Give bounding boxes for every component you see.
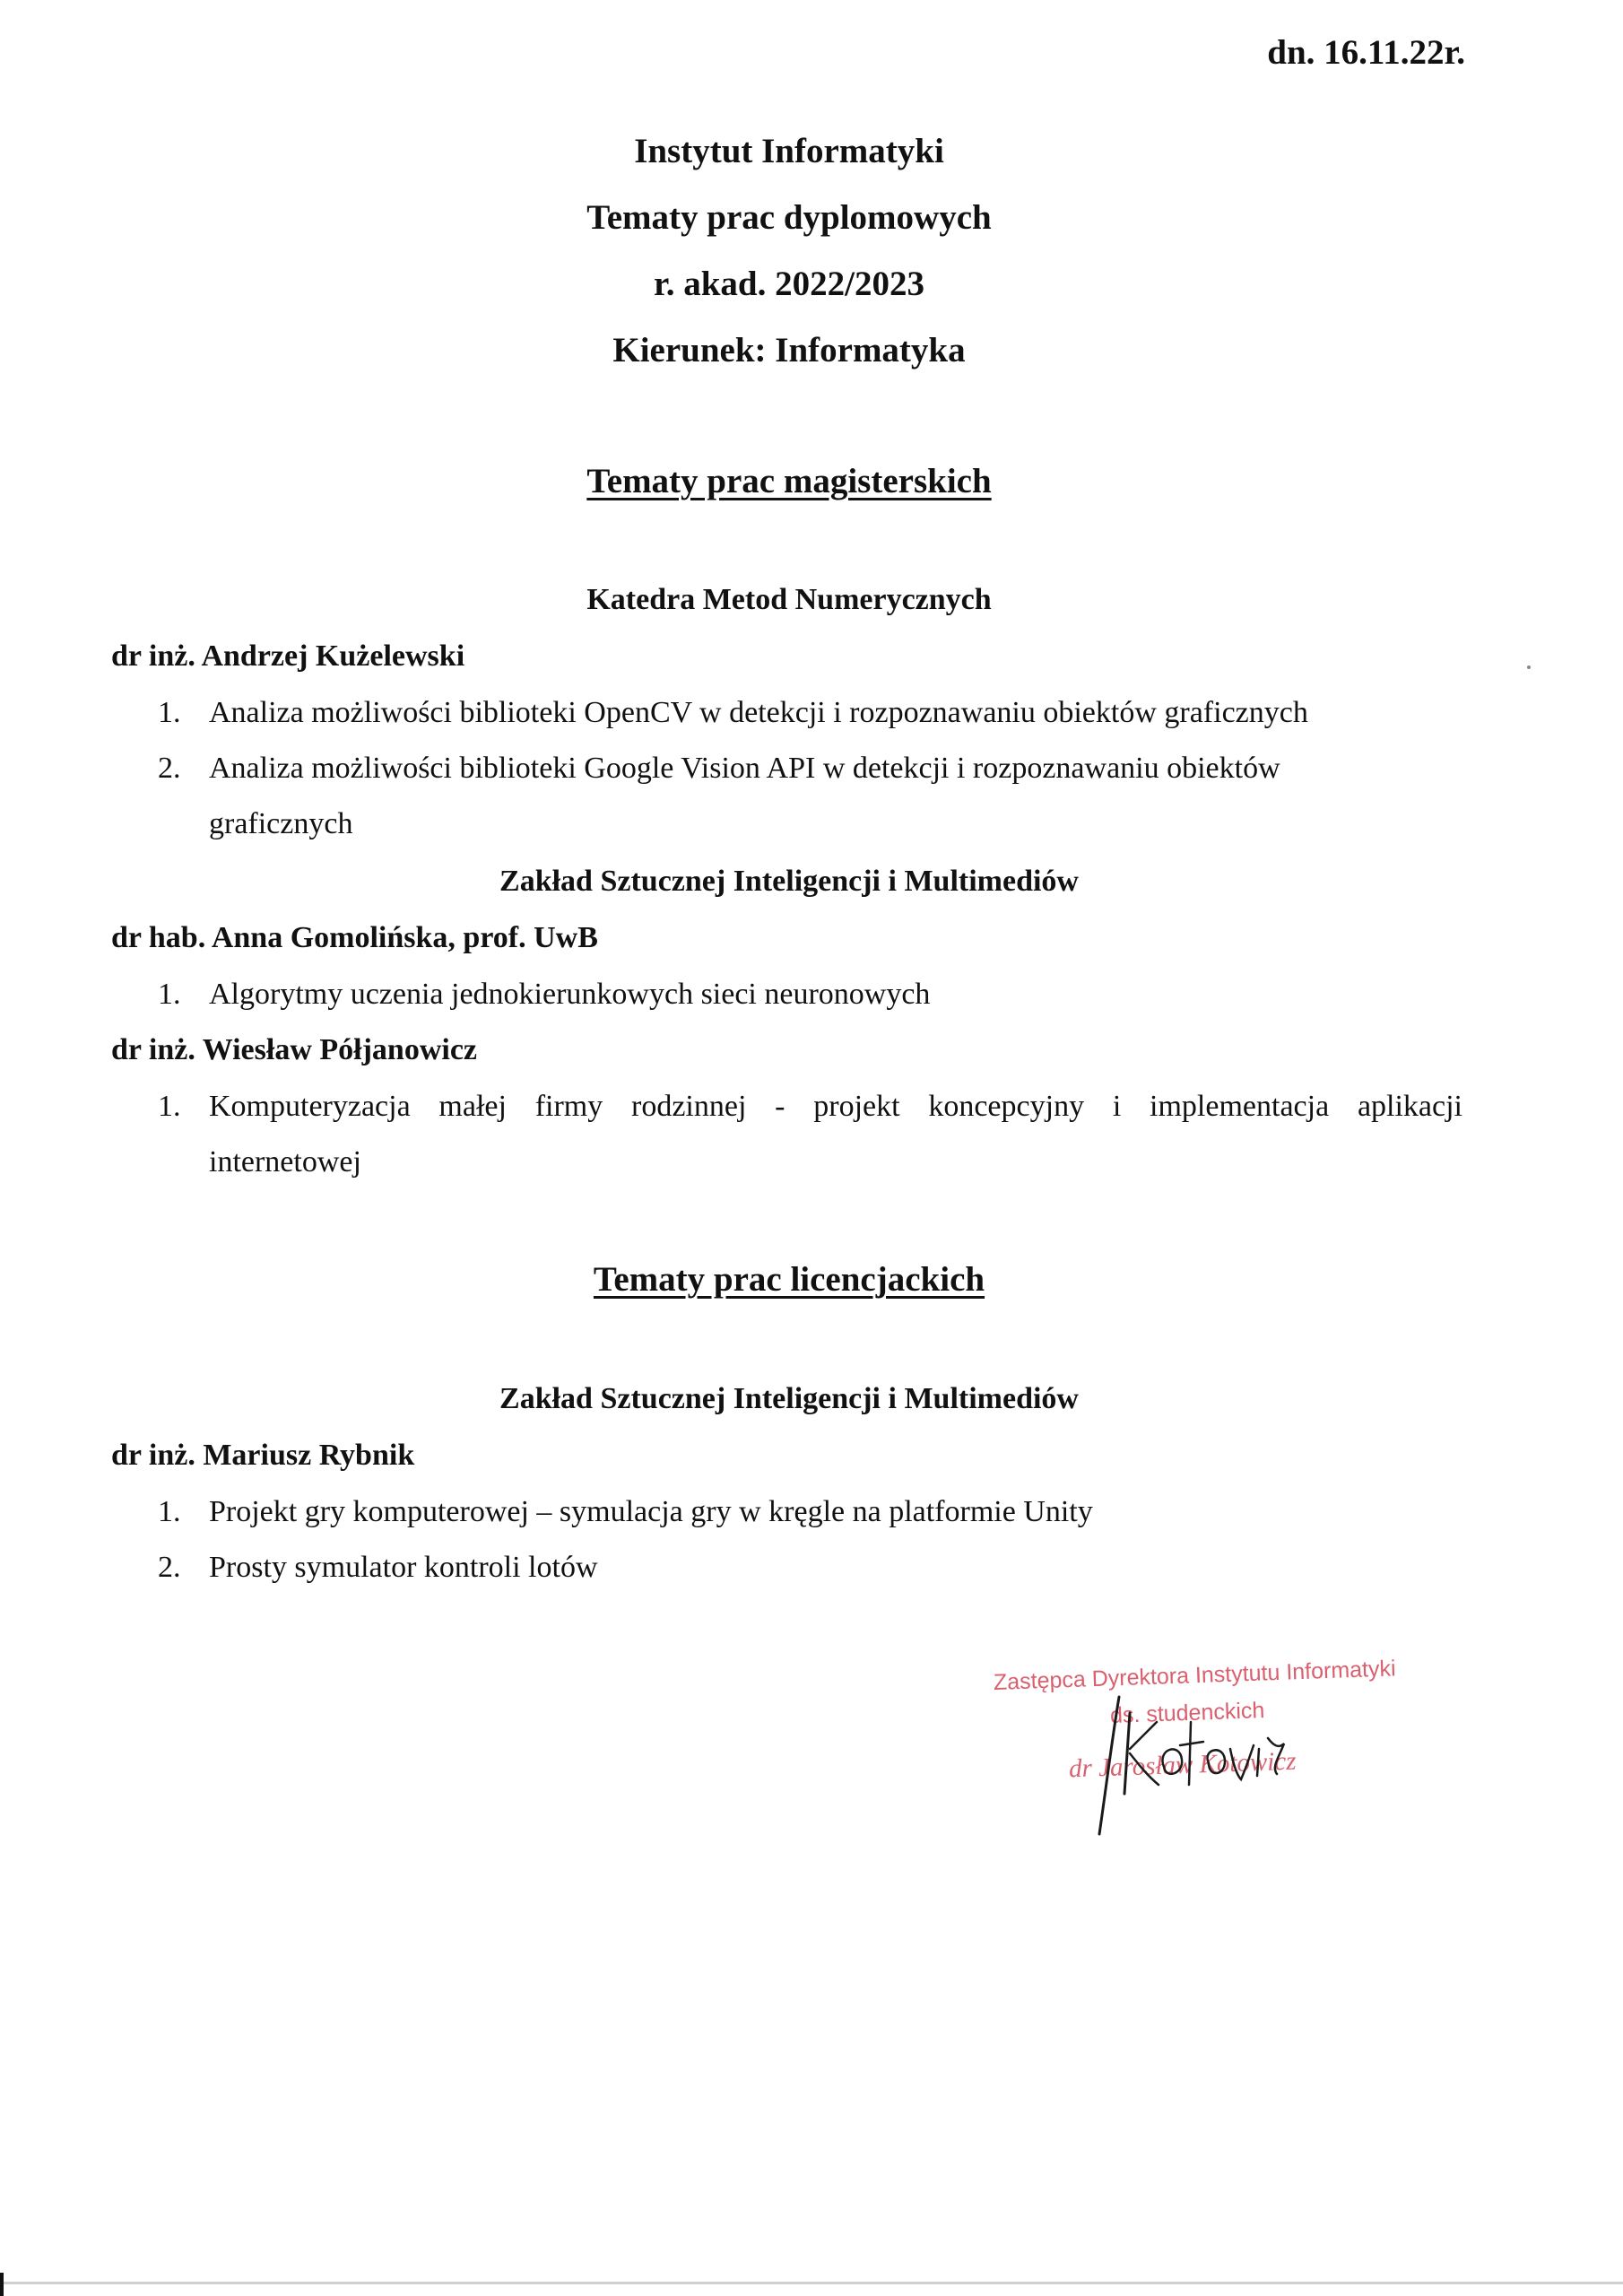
scan-speck — [1527, 665, 1531, 669]
topic-title: Algorytmy uczenia jednokierunkowych sieci neuronowych — [209, 978, 931, 1011]
topic-number: 1. — [158, 978, 181, 1011]
topic-number: 2. — [158, 1551, 181, 1584]
topic-title-continuation: graficznych — [209, 807, 353, 840]
institute-title: Instytut Informatyki — [634, 132, 944, 170]
bachelors-section-title: Tematy prac licencjackich — [593, 1260, 985, 1299]
masters-section-title: Tematy prac magisterskich — [586, 462, 992, 500]
department-heading: Katedra Metod Numerycznych — [586, 583, 992, 616]
supervisor-name: dr hab. Anna Gomolińska, prof. UwB — [111, 921, 598, 954]
topic-title: Analiza możliwości biblioteki OpenCV w detekcji i rozpoznawaniu obiektów graficznych — [209, 696, 1308, 729]
field-of-study: Kierunek: Informatyka — [612, 331, 966, 370]
handwritten-signature — [1094, 1686, 1291, 1839]
department-heading: Zakład Sztucznej Inteligencji i Multimediów — [499, 1382, 1079, 1415]
scan-corner-mark — [0, 2273, 4, 2296]
topic-number: 2. — [158, 752, 181, 785]
stamp-title: Zastępca Dyrektora Instytutu Informatyki — [993, 1656, 1396, 1695]
department-heading: Zakład Sztucznej Inteligencji i Multimediów — [499, 865, 1079, 898]
topic-title: Analiza możliwości biblioteki Google Vision API w detekcji i rozpoznawaniu obiektów — [209, 752, 1280, 785]
topic-number: 1. — [158, 1495, 181, 1528]
topic-title: Komputeryzacja małej firmy rodzinnej - projekt koncepcyjny i implementacja aplikacji — [209, 1090, 1462, 1123]
topic-title: Prosty symulator kontroli lotów — [209, 1551, 598, 1584]
topic-title: Projekt gry komputerowej – symulacja gry w kręgle na platformie Unity — [209, 1495, 1093, 1528]
document-title: Tematy prac dyplomowych — [586, 198, 992, 237]
document-date: dn. 16.11.22r. — [1267, 33, 1465, 72]
stamp-subtitle: ds. studenckich — [1109, 1698, 1265, 1728]
topic-number: 1. — [158, 696, 181, 729]
topic-title-continuation: internetowej — [209, 1145, 361, 1178]
topic-number: 1. — [158, 1090, 181, 1123]
supervisor-name: dr inż. Wiesław Półjanowicz — [111, 1033, 477, 1066]
supervisor-name: dr inż. Mariusz Rybnik — [111, 1439, 415, 1472]
scan-edge-line — [0, 2282, 1623, 2284]
academic-year: r. akad. 2022/2023 — [654, 265, 924, 303]
stamp-name: dr Jarosław Kotowicz — [1068, 1746, 1297, 1784]
supervisor-name: dr inż. Andrzej Kużelewski — [111, 639, 465, 673]
